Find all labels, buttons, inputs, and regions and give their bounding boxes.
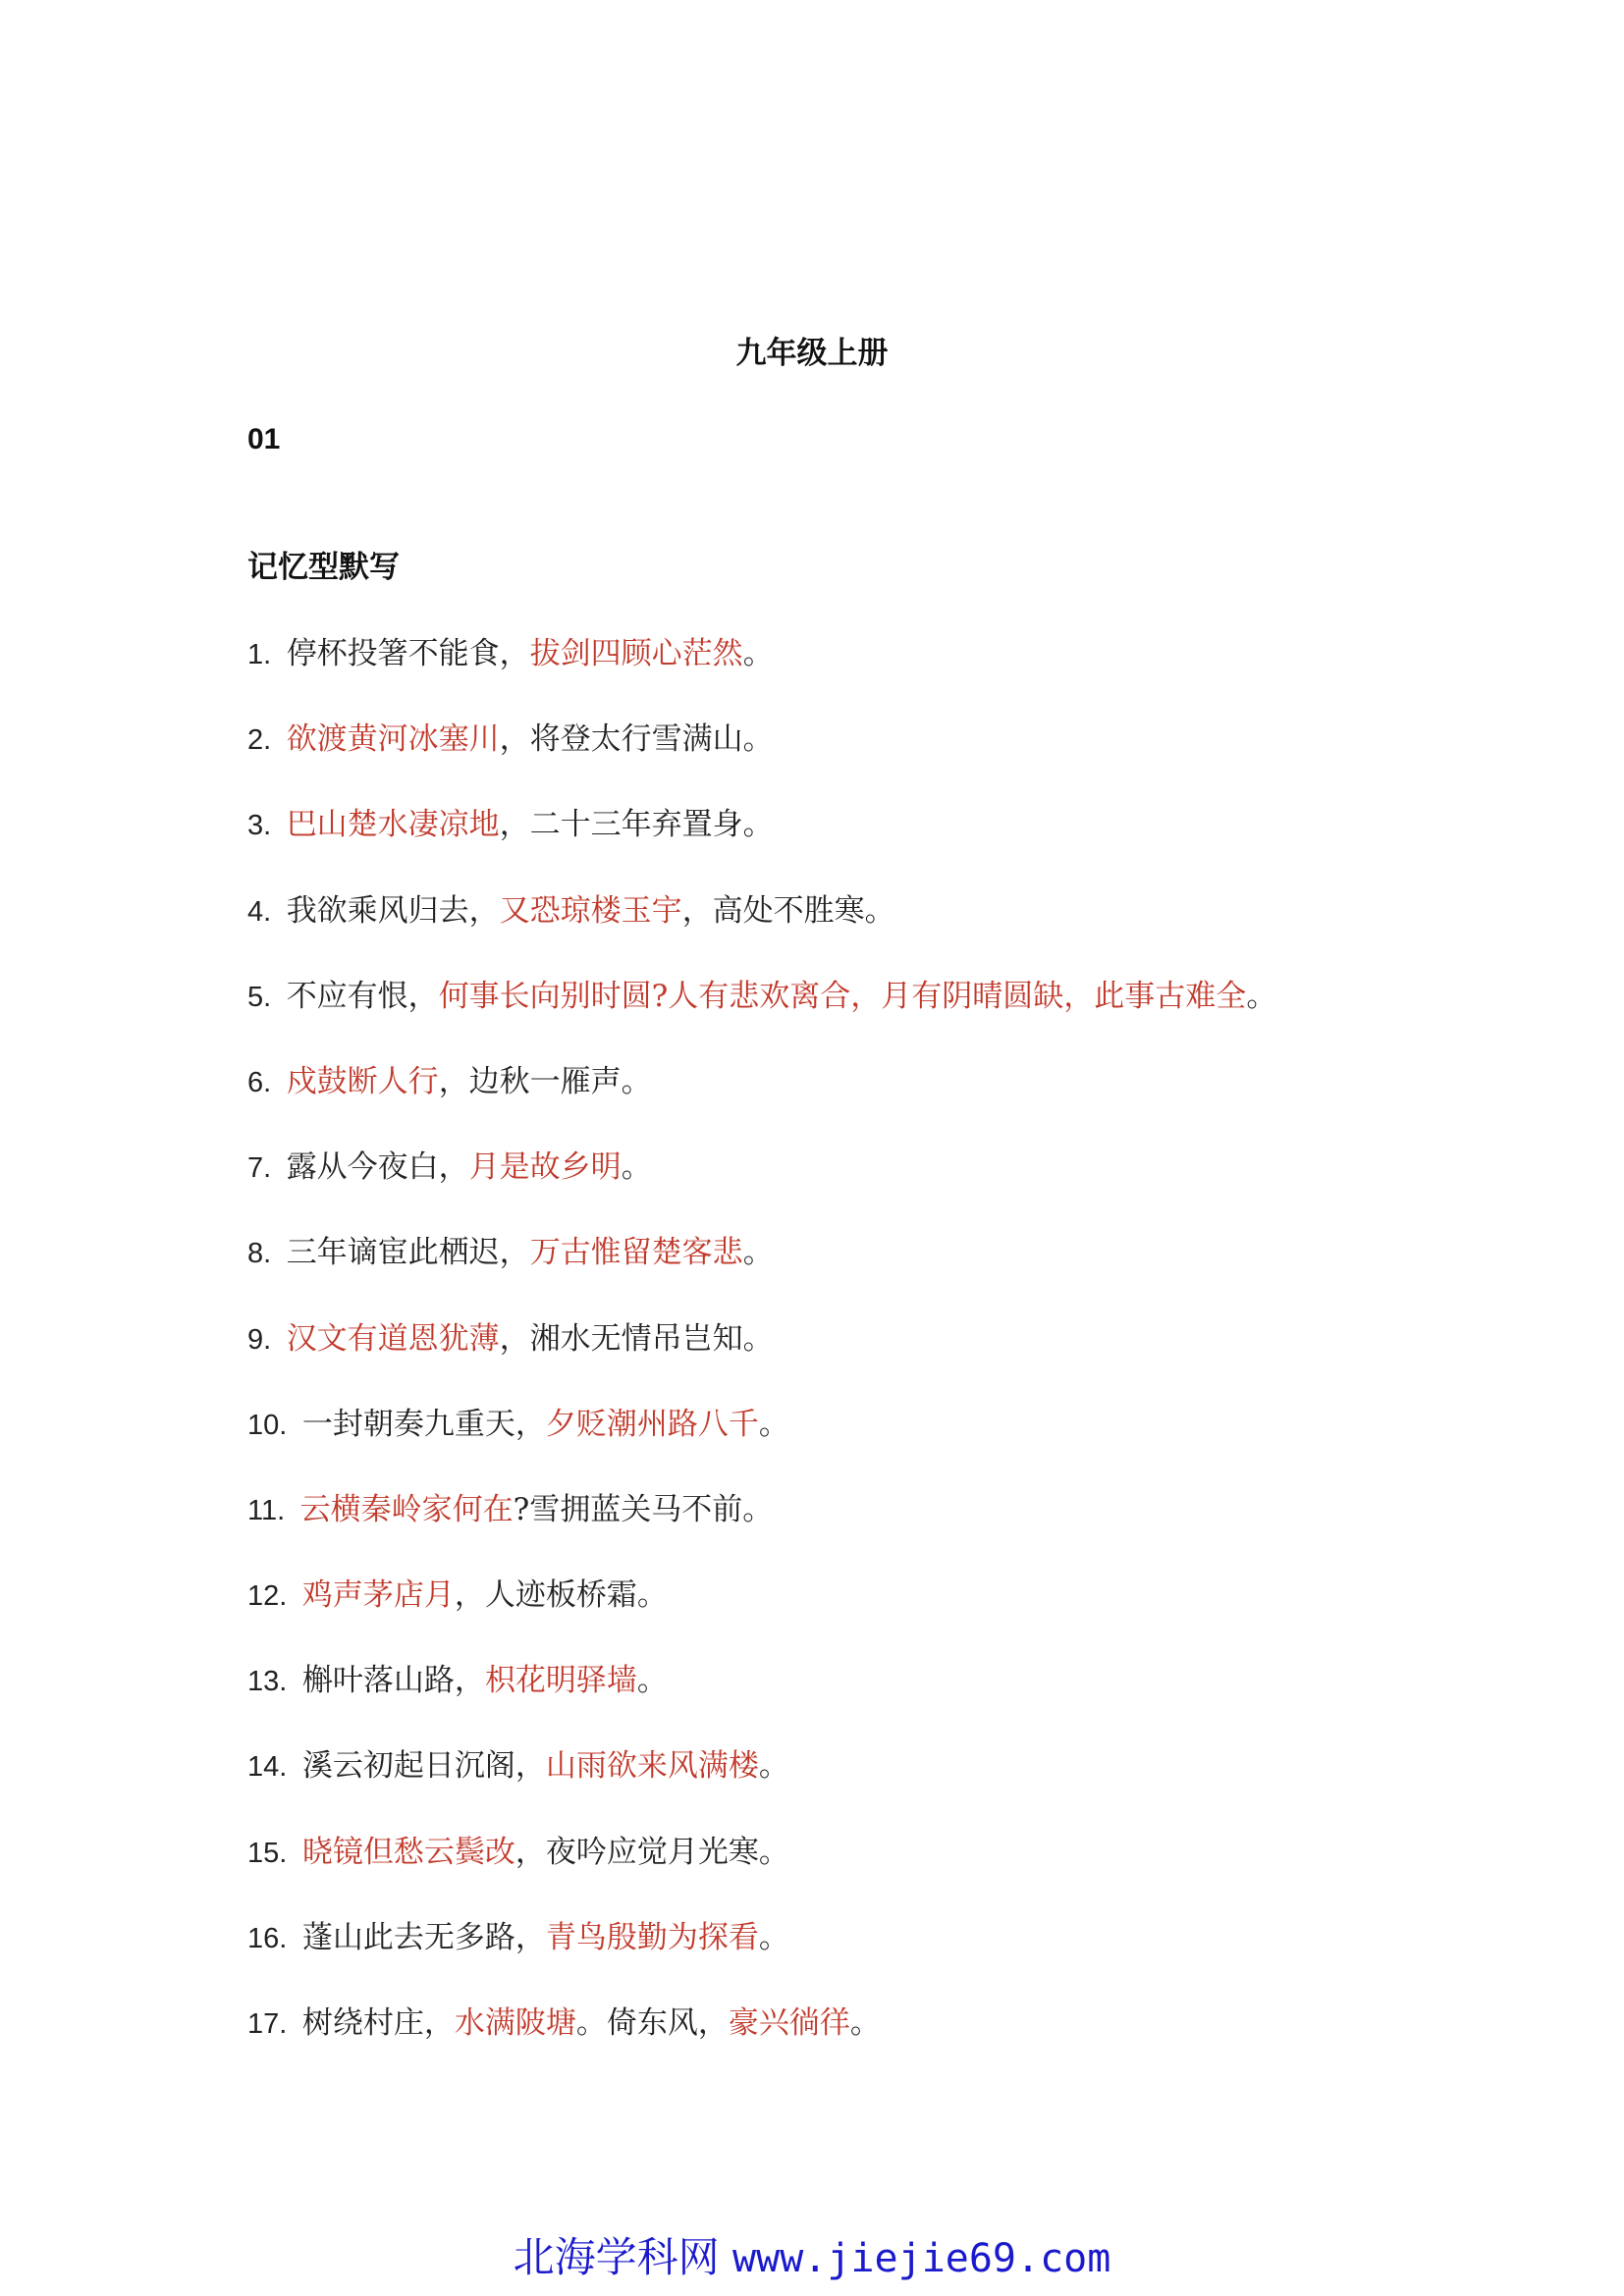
answer-text: 欲渡黄河冰塞川 — [286, 721, 500, 758]
footer-site-name: 北海学科网 — [513, 2233, 720, 2281]
item-number: 3. — [247, 810, 272, 842]
prompt-text: 蓬山此去无多路， — [301, 1919, 546, 1955]
list-item — [247, 1744, 1524, 1830]
footer-watermark — [0, 2230, 1624, 2286]
list-item — [247, 1488, 1524, 1574]
item-number: 11. — [247, 1494, 286, 1526]
prompt-text: 。 — [636, 1663, 668, 1699]
prompt-text: 溪云初起日沉阁， — [301, 1748, 546, 1785]
prompt-text: 槲叶落山路， — [301, 1663, 485, 1699]
item-number: 9. — [247, 1323, 272, 1356]
list-item — [247, 975, 1524, 1060]
section-number: 01 — [247, 423, 281, 455]
prompt-text: 。 — [621, 1149, 652, 1186]
prompt-text: 树绕村庄， — [301, 2005, 455, 2041]
list-item — [247, 1831, 1524, 1916]
answer-text: 巴山楚水凄凉地 — [286, 807, 500, 843]
list-item — [247, 632, 1524, 718]
prompt-text: ，湘水无情吊岂知。 — [499, 1320, 774, 1357]
footer-url: www.jiejie69.com — [732, 2236, 1111, 2281]
list-item — [247, 1916, 1524, 2002]
item-number: 8. — [247, 1238, 272, 1270]
answer-text: 鸡声茅店月 — [301, 1577, 455, 1614]
prompt-text: 。 — [758, 1748, 789, 1785]
item-number: 14. — [247, 1751, 288, 1784]
prompt-text: 。 — [758, 1919, 789, 1955]
answer-text: 山雨欲来风满楼 — [545, 1748, 759, 1785]
item-number: 7. — [247, 1152, 272, 1185]
prompt-text: 露从今夜白， — [286, 1149, 469, 1186]
prompt-text: ，人迹板桥霜。 — [454, 1577, 668, 1614]
list-item — [247, 1231, 1524, 1316]
answer-text: 戍鼓断人行 — [286, 1063, 439, 1099]
item-number: 16. — [247, 1922, 288, 1954]
list-item — [247, 889, 1524, 975]
prompt-text: 一封朝奏九重天， — [301, 1406, 546, 1442]
prompt-text: ，二十三年弃置身。 — [499, 807, 774, 843]
answer-text: 拔剑四顾心茫然 — [529, 636, 743, 671]
item-number: 4. — [247, 895, 272, 928]
prompt-text: 。 — [849, 2005, 881, 2041]
section-heading: 记忆型默写 — [247, 550, 400, 585]
item-number: 5. — [247, 981, 272, 1013]
answer-text: 云横秦岭家何在 — [299, 1491, 514, 1527]
prompt-text: 停杯投箸不能食， — [286, 636, 530, 671]
item-number: 2. — [247, 724, 272, 757]
answer-text: 汉文有道恩犹薄 — [286, 1320, 500, 1357]
answer-text: 枳花明驿墙 — [484, 1663, 637, 1699]
page-title: 九年级上册 — [735, 336, 889, 371]
prompt-text: 。 — [742, 636, 774, 671]
prompt-text: ，将登太行雪满山。 — [499, 721, 774, 758]
item-number: 1. — [247, 639, 272, 670]
item-number: 13. — [247, 1666, 288, 1698]
prompt-text: 三年谪宦此栖迟， — [286, 1235, 530, 1271]
answer-text: 万古惟留楚客悲 — [529, 1235, 743, 1271]
answer-text: 何事长向别时圆?人有悲欢离合，月有阴晴圆缺，此事古难全 — [438, 978, 1247, 1014]
prompt-text: 。 — [758, 1406, 789, 1442]
answer-text: 豪兴徜徉 — [728, 2005, 850, 2041]
item-number: 10. — [247, 1409, 288, 1441]
dictation-list — [247, 632, 1524, 2087]
prompt-text: ，夜吟应觉月光寒。 — [514, 1834, 789, 1870]
item-number: 6. — [247, 1066, 272, 1098]
item-number: 12. — [247, 1580, 288, 1613]
prompt-text: 不应有恨， — [286, 978, 439, 1014]
item-number: 17. — [247, 2008, 288, 2040]
answer-text: 月是故乡明 — [468, 1149, 622, 1186]
prompt-text: ，高处不胜寒。 — [681, 892, 895, 929]
answer-text: 又恐琼楼玉宇 — [499, 892, 682, 929]
prompt-text: ?雪拥蓝关马不前。 — [513, 1491, 774, 1527]
answer-text: 水满陂塘 — [454, 2005, 576, 2041]
answer-text: 夕贬潮州路八千 — [545, 1406, 759, 1442]
list-item — [247, 1060, 1524, 1146]
list-item — [247, 1403, 1524, 1488]
list-item — [247, 1146, 1524, 1231]
list-item — [247, 1574, 1524, 1659]
item-number: 15. — [247, 1837, 288, 1869]
list-item — [247, 1659, 1524, 1744]
prompt-text: ，边秋一雁声。 — [438, 1063, 652, 1099]
prompt-text: 。 — [742, 1235, 774, 1271]
list-item — [247, 2002, 1524, 2087]
answer-text: 晓镜但愁云鬓改 — [301, 1834, 515, 1870]
prompt-text: 我欲乘风归去， — [286, 892, 500, 929]
prompt-text: 。 — [1246, 978, 1277, 1014]
list-item — [247, 718, 1524, 803]
prompt-text: 。倚东风， — [575, 2005, 729, 2041]
list-item — [247, 1317, 1524, 1403]
answer-text: 青鸟殷勤为探看 — [545, 1919, 759, 1955]
list-item — [247, 803, 1524, 888]
